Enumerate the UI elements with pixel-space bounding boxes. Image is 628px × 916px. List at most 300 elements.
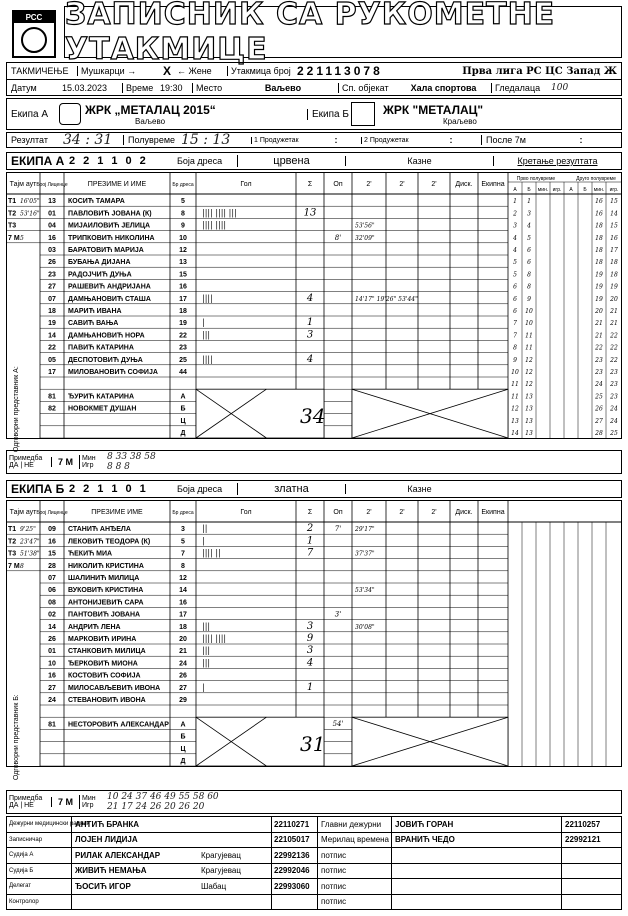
team-a-flow-value: 21 [595, 320, 603, 328]
team-a-flow-value: 21 [610, 320, 618, 328]
team-a-header [6, 152, 622, 170]
team-b-jersey-value: златна [237, 483, 345, 495]
result-value: 34 : 31 [63, 132, 113, 148]
competition-mark: X [162, 64, 171, 78]
team-a-license: 22 [48, 344, 56, 352]
team-a-7m-label: 7 М [51, 457, 79, 467]
official-row [7, 895, 621, 911]
official-role: Делегат [9, 883, 32, 890]
team-b-penalty-time: 37'37" [355, 550, 375, 558]
official-role: Судија А [9, 852, 34, 859]
official-role-2: потпис [317, 864, 391, 879]
official-name-2: ЈОВИЋ ГОРАН [391, 817, 561, 832]
team-b-goal-sum: 7 [306, 547, 314, 559]
team-b-total-goals: 31 [300, 732, 326, 757]
team-a-jersey-no: 18 [179, 308, 187, 315]
official-role: Судија Б [9, 867, 34, 874]
after7-colon: : [579, 135, 583, 145]
team-b-penalty-time: 30'08" [355, 623, 375, 631]
team-b-goal-sum: 3 [306, 620, 314, 632]
team-a-jersey-no: 13 [179, 259, 187, 267]
team-a-jersey-no: 16 [179, 283, 187, 291]
team-b-warning: 3' [334, 610, 342, 619]
team-b-timeout-label: T1 [8, 526, 17, 534]
team-a-flow-value: 26 [595, 405, 603, 413]
team-a-flow-value: 12 [511, 405, 519, 413]
team-a-flow-value: 11 [511, 393, 519, 401]
team-a-col-disq: Диск. [455, 181, 473, 188]
team-a-flow-value: 21 [610, 308, 618, 315]
team-a-flow-value: 22 [610, 332, 618, 340]
team-a-flow-value: 12 [525, 356, 533, 364]
team-b-col-exp: Екипна [481, 509, 505, 516]
team-a-flow-value: 14 [610, 210, 618, 218]
team-b-jersey-no: 20 [179, 636, 187, 643]
team-a-player-name: ДАМЊАНОВИЋ СТАША [68, 295, 151, 303]
team-b-player-name: СТАНИЋ АНЂЕЛА [68, 526, 131, 534]
team-a-flow-value: 16 [595, 210, 603, 218]
time-value: 19:30 [160, 82, 183, 93]
team-b-license: 10 [48, 660, 56, 668]
place-label: Место [192, 83, 228, 93]
team-a-penalties-label: Казне [345, 156, 493, 166]
team-b-player-name: ЛЕКОВИЋ ТЕОДОРА (К) [68, 538, 151, 546]
team-a-flow-col: А [569, 187, 573, 193]
team-a-player-name: ДЕСПОТОВИЋ ДУЊА [68, 356, 143, 364]
team-a-flow-value: 8 [527, 271, 531, 279]
team-b-jersey-no: 7 [181, 550, 185, 558]
team-a-jersey-no: 22 [179, 332, 187, 340]
team-b-player-name: ШАЛИНИЋ МИЛИЦА [68, 575, 140, 582]
official-license: 22110271 [271, 817, 317, 832]
team-a-flow-value: 11 [511, 381, 519, 389]
team-a-flow-col: Б [527, 187, 531, 193]
team-a-player-name: ПАВЛОВИЋ ЈОВАНА (К) [68, 210, 152, 218]
team-a-timeout-time: 53'16" [20, 210, 40, 218]
team-b-col-goal: Гол [240, 509, 252, 516]
team-b-title: ЕКИПА Б [11, 482, 65, 496]
team-a-license: 04 [48, 222, 56, 230]
team-a-player-name: БАРАТОВИЋ МАРИЈА [68, 247, 144, 254]
team-a-flow-value: 3 [527, 210, 531, 218]
official-role: Записничар [9, 836, 43, 843]
official-name-2 [391, 879, 561, 894]
team-b-timeout-label: T2 [8, 538, 17, 546]
official-city [201, 817, 271, 832]
team-a-col-license: Број Лиценце [36, 182, 68, 188]
time-label: Време [122, 83, 160, 93]
team-a-penalty-time: 14'17" 19'26" 53'44" [355, 295, 418, 303]
team-a-flow-value: 13 [511, 417, 519, 425]
title-bar [64, 0, 622, 67]
team-a-flow-col: игр. [552, 187, 562, 193]
team-a-jersey-no: 10 [179, 234, 187, 242]
official-row [7, 879, 621, 895]
team-a-flow-value: 24 [610, 405, 618, 413]
team-b-jersey-no: 12 [179, 575, 187, 582]
team-a-flow-col: Б [583, 187, 587, 193]
team-a-penalty-time: 53'56" [355, 222, 375, 230]
team-a-flow-value: 12 [525, 369, 533, 376]
official-name-2 [391, 848, 561, 863]
team-a-city: Ваљево [135, 116, 166, 126]
team-b-license: 26 [48, 636, 56, 643]
team-b-goal-tally: ||| [202, 621, 211, 631]
team-b-col-disq: Диск. [455, 509, 473, 516]
team-b-jersey-no: 8 [181, 562, 185, 570]
team-a-player-name: НОВОКМЕТ ДУШАН [68, 405, 137, 413]
team-b-jersey-no: 18 [179, 623, 187, 631]
team-b-license: 08 [48, 599, 56, 607]
team-b-goal-sum: 1 [306, 535, 314, 547]
team-a-penalty-time: 32'09" [355, 234, 375, 242]
team-a-flow-value: 22 [595, 344, 603, 352]
team-a-flow-value: 12 [525, 381, 533, 389]
team-a-flow-value: 10 [511, 369, 519, 376]
team-a-igr-values: 8 8 8 [107, 462, 130, 472]
team-a-flow-value: 8 [513, 344, 517, 352]
team-a-crest-icon [59, 103, 81, 125]
team-b-license: 07 [48, 575, 56, 582]
team-a-flow-value: 19 [595, 295, 603, 303]
team-b-license: 14 [48, 623, 56, 631]
team-b-goal-tally: | [202, 536, 205, 546]
team-a-flow-value: 23 [610, 393, 618, 401]
official-name-2 [391, 895, 561, 910]
team-a-player-name: МИЈАИЛОВИЋ ЈЕЛИЦА [68, 222, 151, 230]
team-a-flow-value: 18 [595, 222, 603, 230]
team-a-flow-value: 8 [527, 283, 531, 291]
team-a-player-name: ПАВИЋ КАТАРИНА [68, 344, 134, 352]
venue-label: Сп. објекат [338, 83, 396, 93]
team-a-flow-value: 1 [527, 198, 531, 206]
team-a-jersey-no: 25 [179, 356, 187, 364]
official-name: АНТИЋ БРАНКА [71, 817, 201, 832]
team-a-player-name: ДАМЊАНОВИЋ НОРА [68, 332, 145, 340]
official-city: Шабац [201, 881, 227, 891]
team-a-igr-label: Игр [82, 462, 94, 469]
team-b-timeout-label: 7 M [8, 562, 20, 570]
team-a-officials-side-label: Одговорни представник А: [13, 366, 20, 453]
team-b-jersey-no: 26 [179, 672, 187, 680]
team-a-goal-tally: | [202, 318, 205, 328]
team-b-license: 28 [48, 562, 56, 570]
team-b-min-values: 10 24 37 46 49 55 58 60 [107, 792, 219, 802]
team-a-flow-value: 25 [595, 393, 603, 401]
ball-icon [21, 27, 47, 53]
team-a-goal-sum: 4 [306, 292, 314, 304]
team-a-flow-value: 20 [610, 295, 618, 303]
team-b-col-2b: 2' [399, 509, 405, 516]
team-a-player-name: ТРИПКОВИЋ НИКОЛИНА [68, 234, 155, 242]
team-a-flow-value: 19 [610, 283, 618, 291]
team-a-flow-value: 10 [525, 308, 533, 315]
team-a-jersey-no: 9 [181, 222, 185, 230]
team-a-jersey-no: Ц [180, 417, 186, 425]
team-b-header [6, 480, 622, 498]
team-a-flow-value: 16 [595, 198, 603, 206]
team-a-flow-value: 11 [525, 332, 533, 340]
team-a-flow-value: 22 [610, 356, 618, 364]
league-name: Прва лига РС ЦС Запад Ж [462, 65, 617, 77]
team-a-col-sum: Σ [307, 181, 313, 188]
team-a-license: 27 [48, 283, 56, 291]
team-a-title: ЕКИПА А [11, 154, 65, 168]
team-a-code-digit: 2 [69, 155, 76, 167]
team-b-player-name: НИКОЛИЋ КРИСТИНА [68, 562, 144, 570]
team-a-timeout-time: 16'05" [20, 198, 40, 206]
official-city: Крагујевац [201, 850, 241, 860]
competition-value: Мушкарци → [77, 66, 157, 76]
team-b-penalty-time: 53'34" [355, 587, 375, 595]
team-a-license: 17 [48, 369, 56, 376]
match-no-value: 221113078 [297, 64, 383, 78]
team-b-goal-tally: |||| || [202, 548, 221, 558]
team-a-flow-col: мин. [537, 187, 549, 193]
team-a-flow-value: 23 [610, 369, 618, 376]
official-row [7, 817, 621, 833]
official-role-2: потпис [317, 848, 391, 863]
team-a-jersey-no: 5 [181, 198, 185, 206]
official-city [201, 895, 271, 910]
team-b-jersey-no: А [180, 721, 186, 729]
team-a-license: 07 [48, 295, 56, 303]
logo-text: РСС [14, 12, 54, 23]
team-b-goal-tally: || [202, 524, 208, 534]
ot1-colon: : [334, 135, 338, 145]
team-a-flow-value: 5 [513, 259, 517, 267]
team-a-flow-value: 20 [595, 308, 603, 315]
team-b-col-timeout: Тајм аут [9, 509, 37, 516]
team-b-note-options: ДА | НЕ [9, 802, 34, 809]
team-a-flow-value: 21 [595, 332, 603, 340]
team-a-flow-value: 4 [513, 234, 517, 242]
team-a-flow-value: 5 [513, 271, 517, 279]
team-b-code-digit: 1 [139, 483, 146, 495]
team-a-flow-value: 18 [610, 259, 618, 267]
team-a-jersey-no: 12 [179, 247, 187, 254]
team-a-code-digit: 2 [83, 155, 90, 167]
team-b-jersey-no: 5 [181, 538, 185, 546]
official-license-2 [561, 848, 621, 863]
team-a-license: 26 [48, 259, 56, 267]
team-a-flow-value: 3 [513, 222, 517, 230]
team-b-jersey-no: 29 [179, 697, 187, 704]
team-b-label: Екипа Б [307, 109, 351, 120]
team-a-license: 14 [48, 332, 56, 340]
team-b-penalty-time: 29'17" [355, 526, 375, 534]
team-a-flow-value: 18 [595, 234, 603, 242]
place-value: Ваљево [264, 82, 302, 93]
team-b-official-warning: 54' [332, 720, 344, 729]
team-a-player-name: САВИЋ ВАЊА [68, 320, 119, 328]
team-b-code-digit: 1 [111, 483, 118, 495]
team-b-player-name: НЕСТОРОВИЋ АЛЕКСАНДАР [68, 721, 169, 729]
team-a-flow-value: 24 [595, 381, 603, 389]
official-license: 22992136 [271, 848, 317, 863]
team-a-flow-value: 6 [513, 295, 517, 303]
team-a-flow-value: 23 [595, 369, 603, 376]
team-a-goal-tally: ||| [202, 330, 211, 340]
team-b-license: 24 [48, 697, 56, 704]
team-b-license: 09 [48, 526, 56, 534]
team-a-flow-value: 13 [525, 417, 533, 425]
team-a-second-half-label: Друго полувреме [576, 176, 616, 182]
team-a-flow-value: 9 [527, 295, 531, 303]
team-b-code-digit: 1 [97, 483, 104, 495]
team-a-timeout-label: T3 [8, 222, 17, 230]
team-a-code-digit: 2 [139, 155, 146, 167]
team-a-timeout-time: 5 [20, 234, 24, 242]
team-a-flow-label: Кретање резултата [493, 156, 621, 166]
official-name-2: ВРАНИЋ ЧЕДО [391, 833, 561, 848]
team-b-license: 81 [48, 721, 56, 729]
team-a-flow-value: 2 [513, 210, 517, 218]
team-a-name: ЖРК „МЕТАЛАЦ 2015“ [85, 102, 216, 117]
team-b-goal-tally: | [202, 682, 205, 692]
official-city [201, 833, 271, 848]
team-b-player-name: СТАНКОВИЋ МИЛИЦА [68, 648, 146, 656]
team-b-timeout-time: 51'38" [20, 550, 40, 558]
official-license [271, 895, 317, 910]
team-a-player-name: КОСИЋ ТАМАРА [68, 198, 125, 206]
team-a-flow-value: 19 [595, 271, 603, 279]
team-a-flow-col: А [513, 187, 517, 193]
team-a-license: 81 [48, 393, 56, 401]
team-b-code-digit: 2 [83, 483, 90, 495]
team-b-player-name: АНТОНИЈЕВИЋ САРА [68, 599, 144, 607]
team-b-license: 16 [48, 672, 56, 680]
team-b-7m-label: 7 М [51, 797, 79, 807]
team-b-note-label: Примедба [9, 795, 43, 802]
team-a-license: 01 [48, 210, 56, 218]
team-a-col-exp: Екипна [481, 181, 505, 188]
team-a-jersey-no: Б [180, 405, 186, 413]
sheet-title: ЗАПИСНИК СА РУКОМЕТНЕ УТАКМИЦЕ [65, 0, 556, 67]
team-b-goal-sum: 1 [306, 681, 314, 693]
date-label: Датум [11, 82, 37, 93]
team-a-flow-value: 15 [610, 222, 618, 230]
team-a-player-name: РАШЕВИЋ АНДРИЈАНА [68, 283, 151, 291]
official-license: 22993060 [271, 879, 317, 894]
official-role-2: Главни дежурни [317, 817, 391, 832]
official-license-2: 22110257 [561, 817, 621, 832]
official-name: ЖИВИЋ НЕМАЊА [71, 864, 201, 879]
result-label: Резултат [11, 135, 48, 145]
team-a-note-label: Примедба [9, 455, 43, 462]
official-name-2 [391, 864, 561, 879]
half-label: Полувреме [123, 135, 181, 145]
team-a-flow-value: 24 [610, 417, 618, 425]
team-a-player-name: БУБАЊА ДИЈАНА [68, 259, 131, 267]
match-no-label: Утакмица број [227, 66, 297, 76]
team-a-flow-value: 23 [610, 381, 618, 389]
team-b-penalties-label: Казне [345, 484, 493, 494]
team-b-warning: 7' [334, 525, 342, 534]
official-row [7, 848, 621, 864]
team-a-flow-value: 23 [595, 356, 603, 364]
ot2-colon: : [449, 135, 453, 145]
team-a-goal-tally: |||| [202, 293, 213, 303]
team-b-license: 15 [48, 550, 56, 558]
team-a-flow-value: 13 [525, 430, 533, 437]
team-b-col-2a: 2' [366, 509, 372, 516]
team-a-timeout-label: T2 [8, 210, 17, 218]
team-a-jersey-no: А [180, 393, 186, 401]
team-b-goal-tally: |||| |||| [202, 634, 227, 643]
team-a-flow-value: 6 [527, 259, 531, 267]
team-a-flow-value: 6 [513, 308, 517, 315]
team-b-jersey-no: 21 [179, 648, 187, 656]
team-b-jersey-no: Д [180, 758, 186, 765]
team-b-license: 01 [48, 648, 56, 656]
date-row [6, 80, 622, 96]
team-a-license: 13 [48, 198, 56, 206]
official-role-2: Мерилац времена [317, 833, 391, 848]
team-b-code [69, 483, 177, 495]
team-b-jersey-no: Б [180, 733, 186, 741]
official-license-2 [561, 895, 621, 910]
team-a-flow-col: игр. [609, 187, 619, 193]
team-b-igr-values: 21 17 24 26 20 26 20 [107, 802, 205, 812]
team-b-goal-sum: 3 [306, 645, 314, 657]
team-b-jersey-no: 14 [179, 587, 187, 595]
team-b-goal-tally: ||| [202, 658, 211, 668]
date-value: 15.03.2023 [62, 82, 108, 93]
team-a-player-name: ЂУРИЋ КАТАРИНА [68, 393, 135, 401]
official-license-2 [561, 879, 621, 894]
team-a-col-timeout: Тајм аут [9, 181, 37, 188]
team-b-goal-sum: 2 [306, 523, 314, 535]
team-b-player-name: ВУКОВИЋ КРИСТИНА [68, 587, 144, 595]
team-b-name: ЖРК "МЕТАЛАЦ" [383, 102, 484, 117]
team-a-col-2a: 2' [366, 181, 372, 188]
team-b-col-warn: Оп [333, 509, 343, 516]
team-b-player-name: КОСТОВИЋ СОФИЈА [68, 672, 141, 680]
official-row [7, 864, 621, 880]
team-a-code [69, 155, 177, 167]
team-a-jersey-no: 19 [179, 320, 187, 328]
score-sheet [6, 0, 622, 912]
team-b-goal-sum: 9 [306, 633, 314, 644]
half-value: 15 : 13 [181, 132, 231, 148]
team-a-flow-value: 13 [525, 405, 533, 413]
team-a-code-digit: 1 [111, 155, 118, 167]
team-a-col-jersey: Бр дреса [172, 182, 194, 188]
team-a-flow-value: 1 [513, 198, 517, 206]
team-a-goal-tally: |||| |||| ||| [202, 208, 237, 218]
team-a-jersey-value: црвена [237, 155, 345, 167]
spectators-value: 100 [551, 82, 569, 93]
team-a-goal-sum: 3 [306, 329, 314, 341]
team-b-player-name: ЋЕКИЋ МИА [68, 550, 113, 558]
team-b-player-name: ПАНТОВИЋ ЈОВАНА [68, 611, 141, 619]
team-b-col-jersey: Бр дреса [172, 510, 194, 516]
official-row [7, 833, 621, 849]
team-a-flow-value: 13 [525, 393, 533, 401]
team-b-col-name: ПРЕЗИМЕ ИМЕ [91, 509, 143, 516]
ot1-label: 1 Продужетак [251, 137, 311, 144]
team-a-player-name: МИЛОВАНОВИЋ СОФИЈА [68, 369, 158, 376]
team-a-license: 16 [48, 234, 56, 242]
team-b-jersey-label: Боја дреса [177, 484, 223, 494]
team-a-total-goals: 34 [300, 404, 326, 429]
team-a-flow-value: 7 [513, 332, 517, 340]
team-b-jersey-no: 17 [179, 611, 187, 619]
venue-value: Хала спортова [410, 82, 477, 93]
team-b-officials-side-label: Одговорни представник Б: [13, 694, 20, 781]
team-a-flow-value: 6 [513, 283, 517, 291]
